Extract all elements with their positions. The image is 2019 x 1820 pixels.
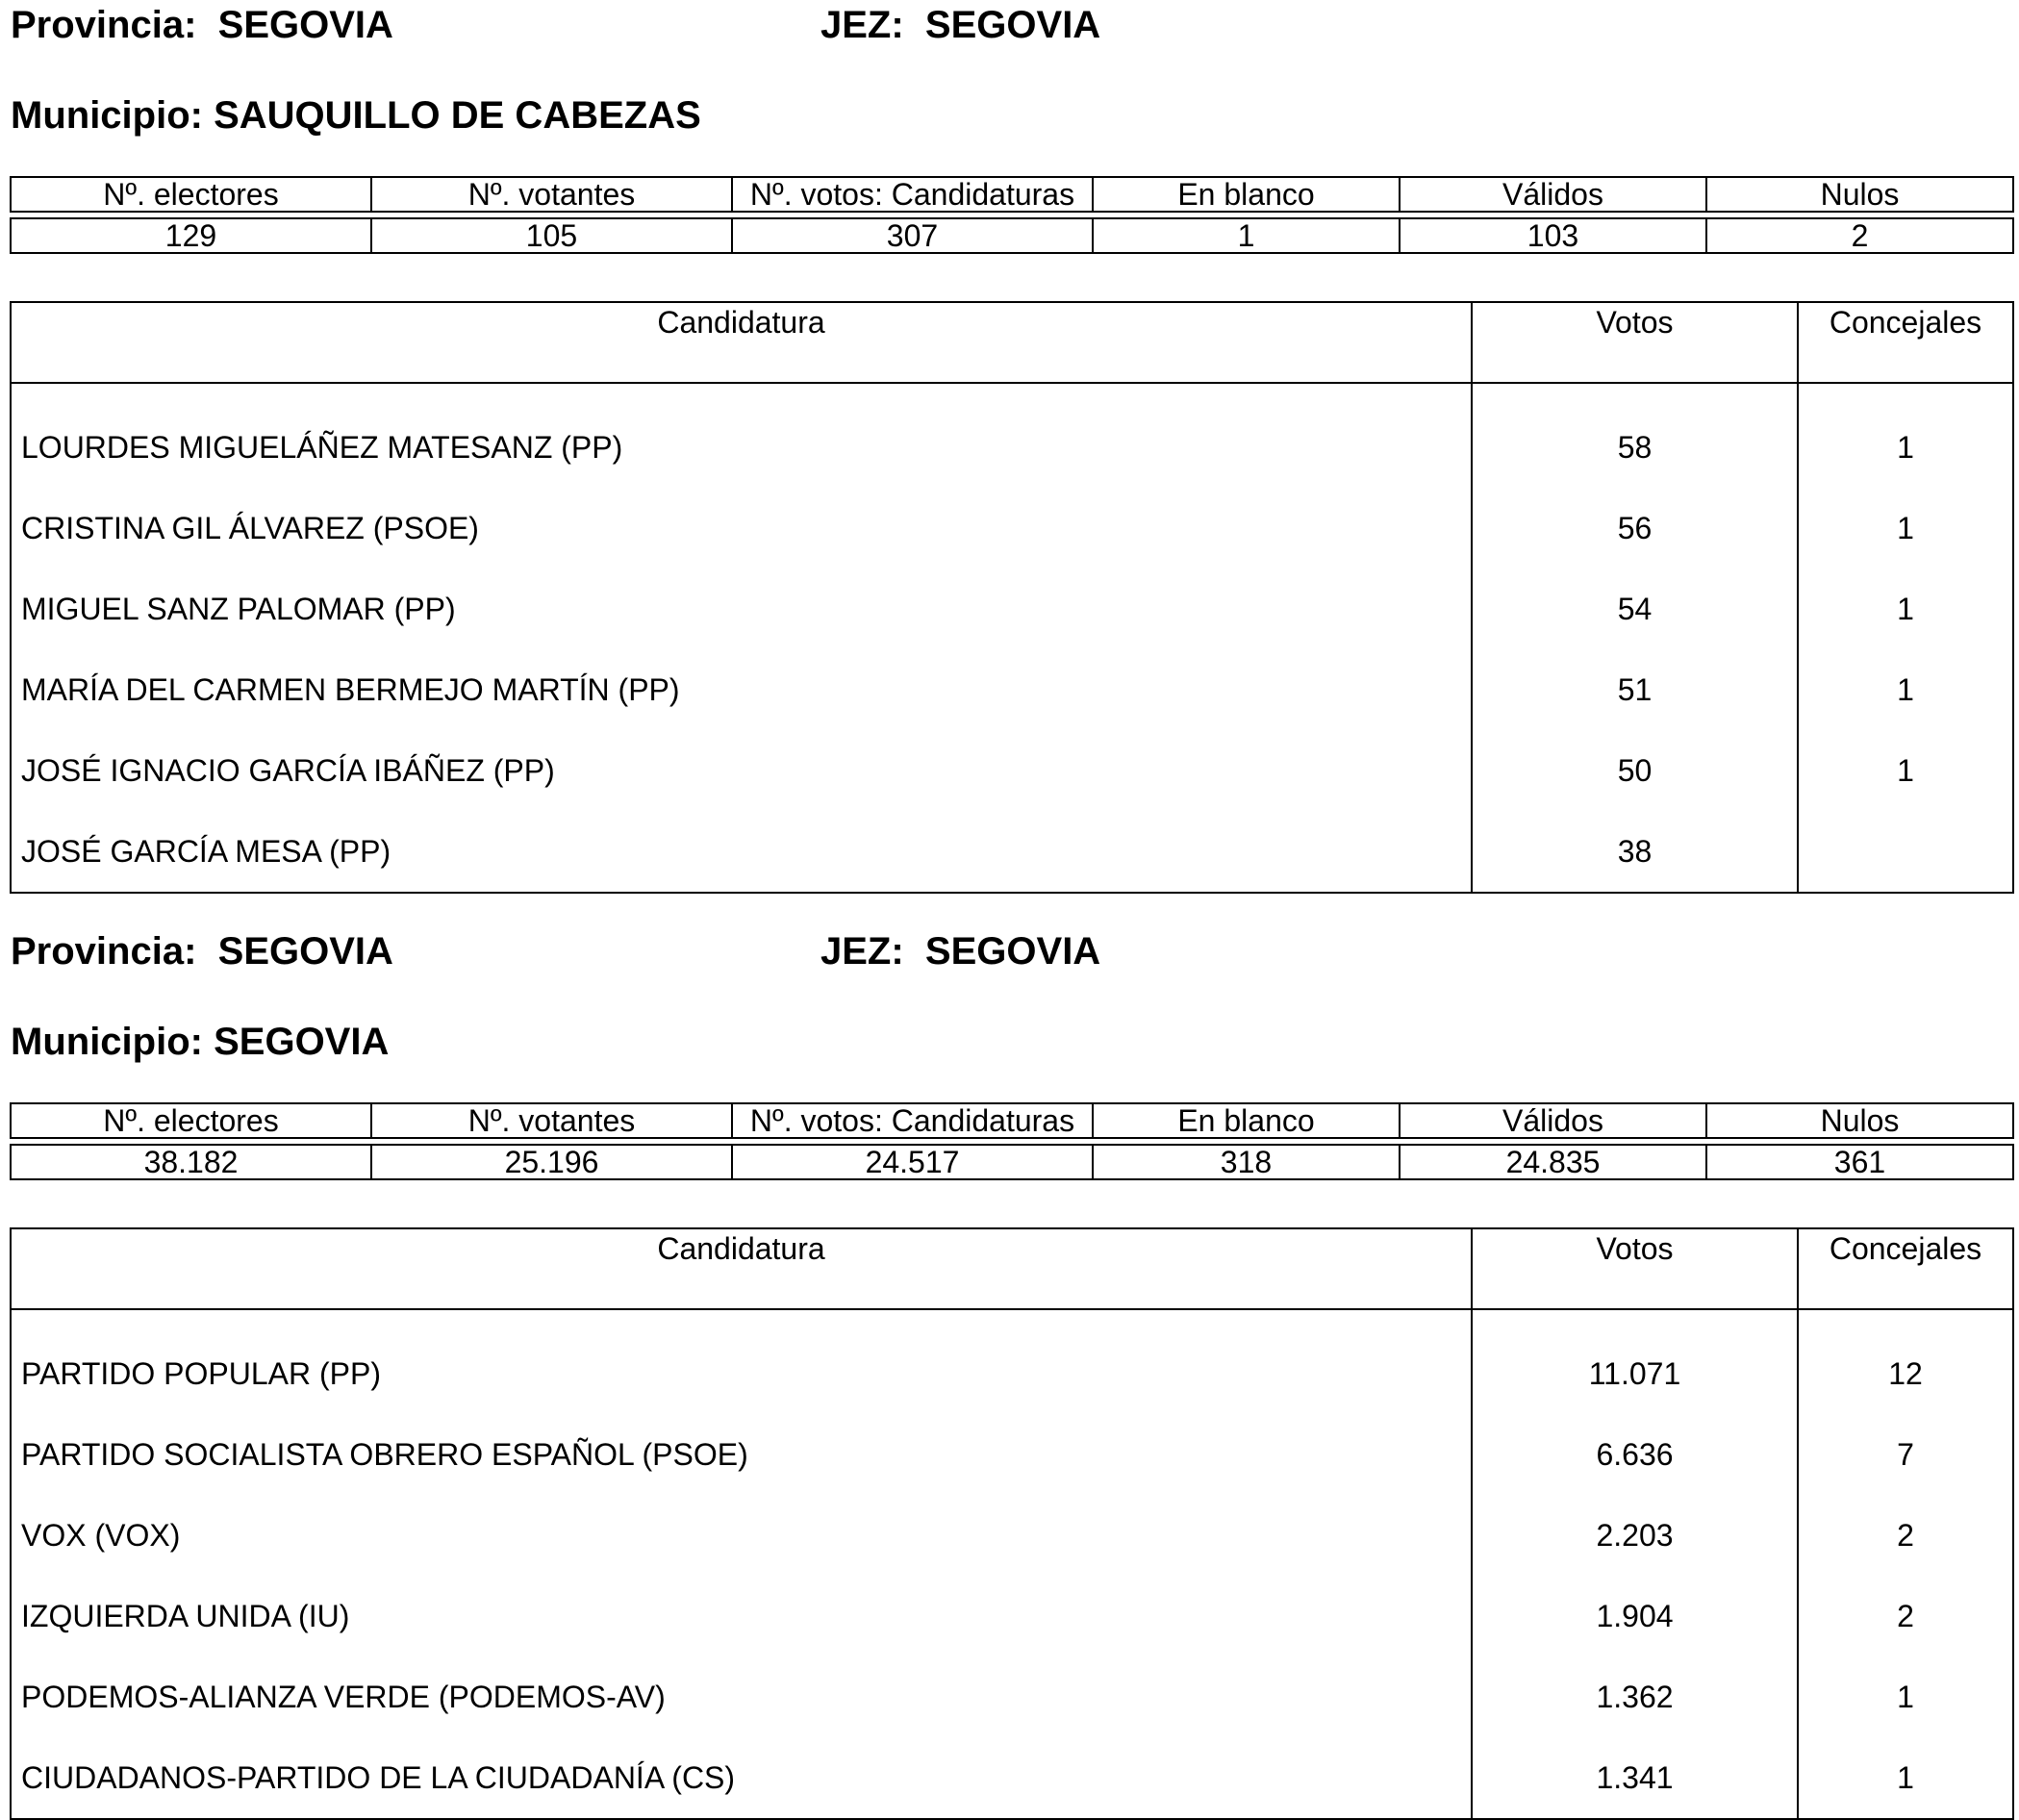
candidate-name: CIUDADANOS-PARTIDO DE LA CIUDADANÍA (CS) [11,1737,1472,1819]
votos-header: Votos [1472,1228,1798,1309]
candidate-concejales: 1 [1798,649,2013,730]
candidate-name: MIGUEL SANZ PALOMAR (PP) [11,569,1472,649]
candidate-votos: 56 [1472,488,1798,569]
summary-header-cell: En blanco [1093,1103,1400,1138]
candidate-concejales: 1 [1798,1737,2013,1819]
summary-value-cell: 361 [1706,1145,2013,1179]
candidate-concejales: 7 [1798,1414,2013,1495]
summary-header-cell: Nº. votos: Candidaturas [732,177,1093,212]
jez-value: SEGOVIA [924,930,1101,973]
summary-value-cell: 24.517 [732,1145,1093,1179]
candidates-table [10,301,2014,894]
candidate-concejales: 1 [1798,1656,2013,1737]
jez-label: JEZ: [820,4,904,46]
jez-line [820,2,1100,48]
concejales-header: Concejales [1798,302,2013,383]
summary-value-cell: 2 [1706,218,2013,253]
municipio-value: SEGOVIA [214,1021,390,1063]
candidate-name: VOX (VOX) [11,1495,1472,1576]
candidate-row [11,811,2013,893]
summary-header-cell: En blanco [1093,177,1400,212]
summary-values-table [10,217,2014,254]
summary-header-cell: Nº. electores [11,1103,371,1138]
provincia-line [11,2,393,48]
summary-table [10,176,2014,213]
candidate-concejales: 1 [1798,488,2013,569]
provincia-label: Provincia: [11,930,197,973]
candidate-concejales: 2 [1798,1495,2013,1576]
summary-value-cell: 38.182 [11,1145,371,1179]
summary-value-cell: 318 [1093,1145,1400,1179]
candidate-row [11,1737,2013,1819]
candidate-row [11,649,2013,730]
candidate-row [11,1414,2013,1495]
summary-value-cell: 307 [732,218,1093,253]
candidate-row [11,383,2013,488]
candidate-name: JOSÉ GARCÍA MESA (PP) [11,811,1472,893]
candidate-votos: 1.362 [1472,1656,1798,1737]
candidate-votos: 54 [1472,569,1798,649]
municipio-value: SAUQUILLO DE CABEZAS [214,94,701,137]
jez-line [820,928,1100,974]
concejales-header: Concejales [1798,1228,2013,1309]
municipio-line [11,92,701,139]
provincia-value: SEGOVIA [217,4,393,46]
candidate-concejales: 1 [1798,383,2013,488]
candidate-row [11,1309,2013,1414]
candidates-header-row [11,302,2013,383]
candidate-name: MARÍA DEL CARMEN BERMEJO MARTÍN (PP) [11,649,1472,730]
summary-header-row [11,177,2013,212]
municipio-label: Municipio: [11,94,203,137]
candidate-votos: 1.341 [1472,1737,1798,1819]
summary-value-cell: 129 [11,218,371,253]
municipio-label: Municipio: [11,1021,203,1063]
candidatura-header: Candidatura [11,302,1472,383]
candidate-votos: 11.071 [1472,1309,1798,1414]
candidate-row [11,1495,2013,1576]
candidate-votos: 6.636 [1472,1414,1798,1495]
summary-value-cell: 1 [1093,218,1400,253]
candidate-concejales [1798,811,2013,893]
candidate-name: LOURDES MIGUELÁÑEZ MATESANZ (PP) [11,383,1472,488]
summary-header-cell: Válidos [1400,177,1706,212]
summary-header-cell: Nº. votos: Candidaturas [732,1103,1093,1138]
candidate-concejales: 1 [1798,569,2013,649]
candidate-row [11,1656,2013,1737]
jez-label: JEZ: [820,930,904,973]
candidates-header-row [11,1228,2013,1309]
provincia-label: Provincia: [11,4,197,46]
candidate-name: PARTIDO SOCIALISTA OBRERO ESPAÑOL (PSOE) [11,1414,1472,1495]
jez-value: SEGOVIA [924,4,1101,46]
candidate-votos: 51 [1472,649,1798,730]
candidate-row [11,730,2013,811]
candidate-row [11,1576,2013,1656]
summary-values-table [10,1144,2014,1180]
candidate-name: IZQUIERDA UNIDA (IU) [11,1576,1472,1656]
candidatura-header: Candidatura [11,1228,1472,1309]
summary-header-cell: Nº. votantes [371,177,732,212]
candidate-concejales: 1 [1798,730,2013,811]
summary-value-cell: 25.196 [371,1145,732,1179]
summary-header-cell: Nulos [1706,1103,2013,1138]
candidate-name: CRISTINA GIL ÁLVAREZ (PSOE) [11,488,1472,569]
candidate-votos: 1.904 [1472,1576,1798,1656]
candidate-votos: 38 [1472,811,1798,893]
summary-value-row [11,1145,2013,1179]
summary-header-cell: Nº. electores [11,177,371,212]
provincia-line [11,928,393,974]
summary-header-cell: Nulos [1706,177,2013,212]
summary-header-row [11,1103,2013,1138]
candidate-votos: 50 [1472,730,1798,811]
candidate-row [11,488,2013,569]
municipio-line [11,1019,389,1065]
candidate-row [11,569,2013,649]
candidate-name: PODEMOS-ALIANZA VERDE (PODEMOS-AV) [11,1656,1472,1737]
candidates-table [10,1227,2014,1820]
candidate-votos: 2.203 [1472,1495,1798,1576]
summary-table [10,1102,2014,1139]
candidate-concejales: 2 [1798,1576,2013,1656]
summary-header-cell: Válidos [1400,1103,1706,1138]
summary-value-cell: 24.835 [1400,1145,1706,1179]
candidate-name: JOSÉ IGNACIO GARCÍA IBÁÑEZ (PP) [11,730,1472,811]
summary-value-cell: 105 [371,218,732,253]
summary-value-cell: 103 [1400,218,1706,253]
provincia-value: SEGOVIA [217,930,393,973]
summary-header-cell: Nº. votantes [371,1103,732,1138]
votos-header: Votos [1472,302,1798,383]
candidate-votos: 58 [1472,383,1798,488]
candidate-concejales: 12 [1798,1309,2013,1414]
candidate-name: PARTIDO POPULAR (PP) [11,1309,1472,1414]
summary-value-row [11,218,2013,253]
